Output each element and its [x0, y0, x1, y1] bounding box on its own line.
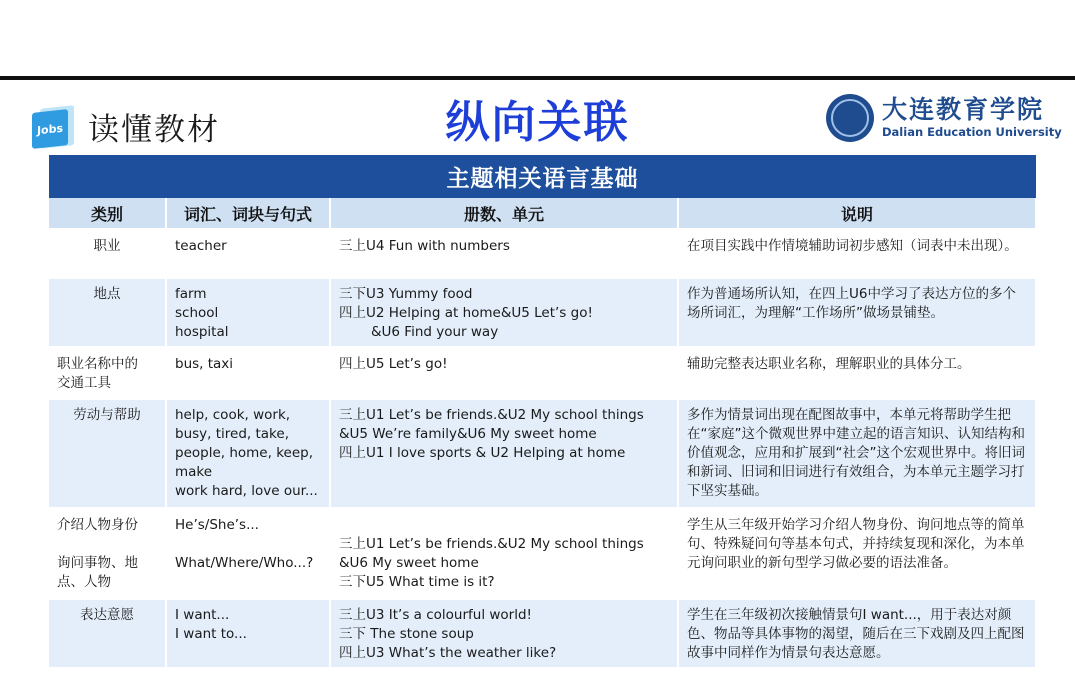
vocab-cell-line: busy, tired, take,	[175, 426, 289, 442]
units-cell-line: 四上U5 Let’s go!	[339, 356, 448, 372]
units-cell	[330, 399, 678, 509]
note-cell: 在项目实践中作情境辅助词初步感知（词表中未出现）。	[678, 230, 1036, 278]
category-cell-line: 交通工具	[57, 375, 111, 391]
units-cell-line: &U6 Find your way	[371, 324, 499, 340]
vocab-cell-line: I want...	[175, 607, 230, 623]
note-cell: 作为普通场所认知，在四上U6中学习了表达方位的多个场所词汇，为理解“工作场所”做场景铺垫。	[678, 278, 1036, 348]
units-cell-line: 四上U2 Helping at home&U5 Let’s go!	[339, 305, 593, 321]
vocab-cell	[166, 278, 330, 348]
top-divider-line	[0, 76, 1075, 80]
vocab-cell	[166, 230, 330, 278]
university-name-en: Dalian Education University	[882, 125, 1062, 139]
table-row	[49, 599, 1036, 668]
units-cell	[330, 230, 678, 278]
units-cell-line: 三上U1 Let’s be friends.&U2 My school things	[339, 407, 644, 423]
table-title: 主题相关语言基础	[49, 155, 1036, 198]
vocab-cell-line: make	[175, 464, 213, 480]
category-cell	[49, 230, 166, 278]
units-cell-line: 四上U3 What’s the weather like?	[339, 645, 557, 661]
vocab-cell-line: people, home, keep,	[175, 445, 314, 461]
vocab-cell-line: teacher	[175, 238, 227, 254]
vocab-cell	[166, 348, 330, 399]
units-cell-line: 三上U4 Fun with numbers	[339, 238, 510, 254]
units-cell-line	[339, 516, 669, 535]
units-cell	[330, 599, 678, 668]
category-cell-line: 地点	[93, 286, 121, 302]
university-emblem-icon	[826, 94, 874, 142]
category-cell	[49, 348, 166, 399]
category-cell-line: 职业	[93, 238, 121, 254]
vocab-cell-line: bus, taxi	[175, 356, 234, 372]
column-header-category: 类别	[49, 198, 166, 230]
category-cell-line: 职业名称中的	[57, 356, 138, 372]
note-cell: 学生从三年级开始学习介绍人物身份、询问地点等的简单句、特殊疑问句等基本句式，并持续复现和深化，为本单元询问职业的新句型学习做必要的语法准备。	[678, 509, 1036, 599]
note-cell: 学生在三年级初次接触情景句I want...，用于表达对颜色、物品等具体事物的渴望，随后在三下戏剧及四上配图故事中同样作为情景句表达意愿。	[678, 599, 1036, 668]
units-cell	[330, 278, 678, 348]
vocab-cell-line: I want to...	[175, 626, 247, 642]
category-cell	[49, 399, 166, 509]
units-cell-line: 三下 The stone soup	[339, 626, 474, 642]
book-icon-label: Jobs	[32, 109, 68, 149]
vocab-cell-line: farm	[175, 286, 207, 302]
vocab-cell	[166, 399, 330, 509]
column-header-units: 册数、单元	[330, 198, 678, 230]
vocab-cell-line: help, cook, work,	[175, 407, 291, 423]
vocab-cell-line: What/Where/Who...?	[175, 555, 314, 571]
vocab-cell-line: hospital	[175, 324, 229, 340]
category-cell	[49, 278, 166, 348]
units-cell-line: &U6 My sweet home	[339, 555, 479, 571]
units-cell-line: 三下U3 Yummy food	[339, 286, 473, 302]
category-cell-line	[57, 535, 157, 554]
units-cell-line: 三上U1 Let’s be friends.&U2 My school things	[339, 536, 644, 552]
column-header-vocab: 词汇、词块与句式	[166, 198, 330, 230]
units-cell	[330, 509, 678, 599]
units-cell-line: &U5 We’re family&U6 My sweet home	[339, 426, 597, 442]
vocab-cell-line: school	[175, 305, 219, 321]
vocab-cell	[166, 509, 330, 599]
category-cell-line: 劳动与帮助	[73, 407, 141, 423]
category-cell-line: 表达意愿	[80, 607, 134, 623]
units-cell-line: 三下U5 What time is it?	[339, 574, 495, 590]
units-cell-line: 三上U3 It’s a colourful world!	[339, 607, 532, 623]
vocab-cell-line: He’s/She’s...	[175, 517, 259, 533]
vocab-cell-line: work hard, love our...	[175, 483, 318, 499]
university-name-cn: 大连教育学院	[882, 95, 1045, 124]
language-foundation-table	[49, 155, 1036, 667]
section-title: 读懂教材	[88, 112, 220, 148]
table-row	[49, 509, 1036, 599]
category-cell	[49, 509, 166, 599]
vocab-cell	[166, 599, 330, 668]
column-header-note: 说明	[678, 198, 1036, 230]
units-cell-line: 四上U1 I love sports & U2 Helping at home	[339, 445, 626, 461]
vocab-cell-line	[175, 535, 321, 554]
table-row	[49, 399, 1036, 509]
category-cell-line: 询问事物、地	[57, 555, 138, 571]
note-cell: 辅助完整表达职业名称，理解职业的具体分工。	[678, 348, 1036, 399]
table-row	[49, 230, 1036, 278]
table-row	[49, 348, 1036, 399]
category-cell	[49, 599, 166, 668]
note-cell: 多作为情景词出现在配图故事中，本单元将帮助学生把在“家庭”这个微观世界中建立起的语言知识、认知结构和价值观念，应用和扩展到“社会”这个宏观世界中。将旧词和新词、旧词和旧词进行有效组合，为本单元主题学习打下坚实基础。	[678, 399, 1036, 509]
table-row	[49, 278, 1036, 348]
units-cell	[330, 348, 678, 399]
category-cell-line: 介绍人物身份	[57, 517, 138, 533]
category-cell-line: 点、人物	[57, 574, 111, 590]
university-logo	[826, 94, 1062, 142]
page-title: 纵向关联	[445, 97, 630, 148]
